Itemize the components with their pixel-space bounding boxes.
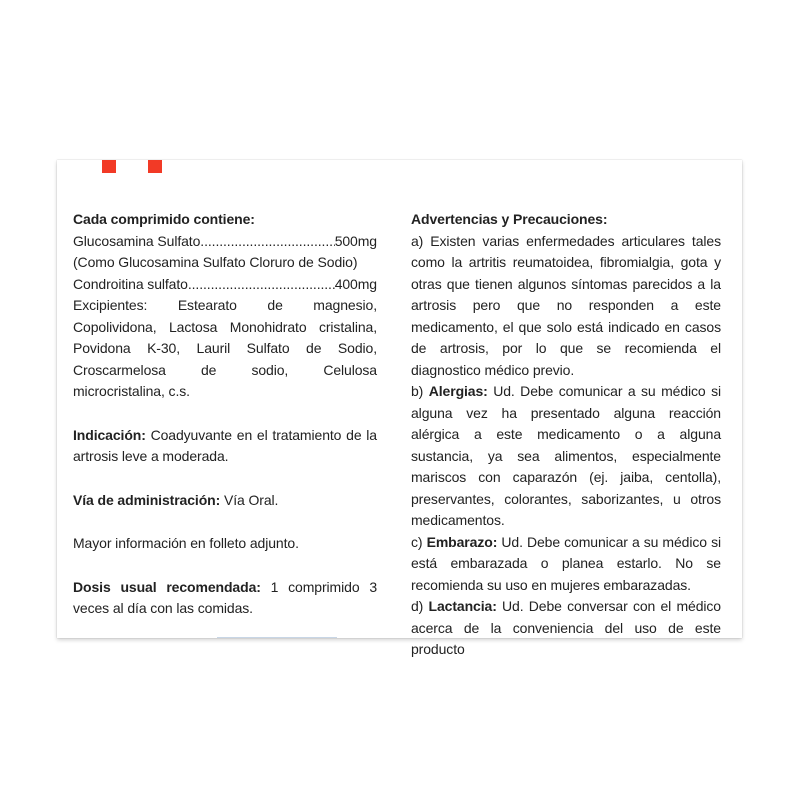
dose-paragraph	[73, 577, 377, 620]
warning-prefix: c)	[411, 533, 427, 550]
ingredient-row	[73, 231, 377, 253]
warning-d	[411, 596, 721, 661]
more-info-text: Mayor información en folleto adjunto.	[73, 535, 299, 551]
composition-column	[73, 209, 377, 620]
allergies-text: Ud. Debe comunicar a su médico si alguna vez ha presentado alguna reacción alérgica a este medicamento o a alguna sustancia, ya sea alimentos, especialmente mariscos con caparazón (ej. jaiba, centolla), preservantes, colorantes, saborizantes, u otros medicamentos.	[411, 383, 721, 528]
ingredient-amount: 400mg	[334, 275, 377, 292]
warning-prefix: b)	[411, 383, 429, 399]
red-mark	[148, 160, 162, 173]
excipients-text: Excipientes: Estearato de magnesio, Copolividona, Lactosa Monohidrato cristalina, Povidona K-30, Lauril Sulfato de Sodio, Croscarmelosa de sodio, Celulosa microcristalina, c.s.	[73, 297, 377, 399]
indication-paragraph	[73, 425, 377, 468]
lactation-label: Lactancia:	[428, 598, 497, 614]
leader-dots	[200, 231, 334, 253]
dose-label: Dosis usual recomendada:	[73, 578, 261, 595]
ingredient-name: Glucosamina Sulfato	[73, 232, 201, 249]
warning-c	[411, 532, 721, 597]
warning-a: a) Existen varias enfermedades articulares tales como la artritis reumatoidea, fibromialgia, gota y otras que tienen algunos síntomas parecidos a la artrosis pero que no responden a este medicamento, el que solo está indicado en casos de artrosis, por lo que se recomienda el diagnostico médico previo.	[411, 232, 721, 378]
ingredient-row	[73, 274, 377, 296]
pregnancy-text: Ud. Debe comunicar a su médico si está embarazada o planea estarlo. No se recomienda su uso en mujeres embarazadas.	[411, 533, 721, 593]
warnings-column	[411, 209, 721, 661]
divider	[217, 637, 337, 638]
warnings-heading: Advertencias y Precauciones:	[411, 211, 608, 227]
ingredient-note: (Como Glucosamina Sulfato Cloruro de Sodio)	[73, 254, 358, 270]
pregnancy-label: Embarazo:	[426, 533, 498, 550]
indication-text: Coadyuvante en el tratamiento de la artrosis leve a moderada.	[73, 426, 377, 464]
composition-heading: Cada comprimido contiene:	[73, 211, 255, 227]
warning-prefix: d)	[411, 598, 429, 614]
package-panel	[57, 160, 742, 657]
lactation-text: Ud. Debe conversar con el médico acerca de la conveniencia del uso de este producto	[411, 598, 721, 657]
warning-b	[411, 381, 721, 532]
allergies-label: Alergias:	[428, 383, 488, 399]
ingredient-name: Condroitina sulfato	[73, 275, 188, 292]
red-mark	[102, 160, 116, 173]
dose-text: 1 comprimido 3 veces al día con las comidas.	[73, 578, 378, 616]
route-label: Vía de administración:	[73, 491, 221, 508]
route-text: Vía Oral.	[220, 491, 279, 508]
indication-label: Indicación:	[73, 426, 146, 443]
route-paragraph	[73, 490, 377, 512]
leader-dots	[188, 274, 335, 296]
ingredient-amount: 500mg	[334, 232, 377, 249]
